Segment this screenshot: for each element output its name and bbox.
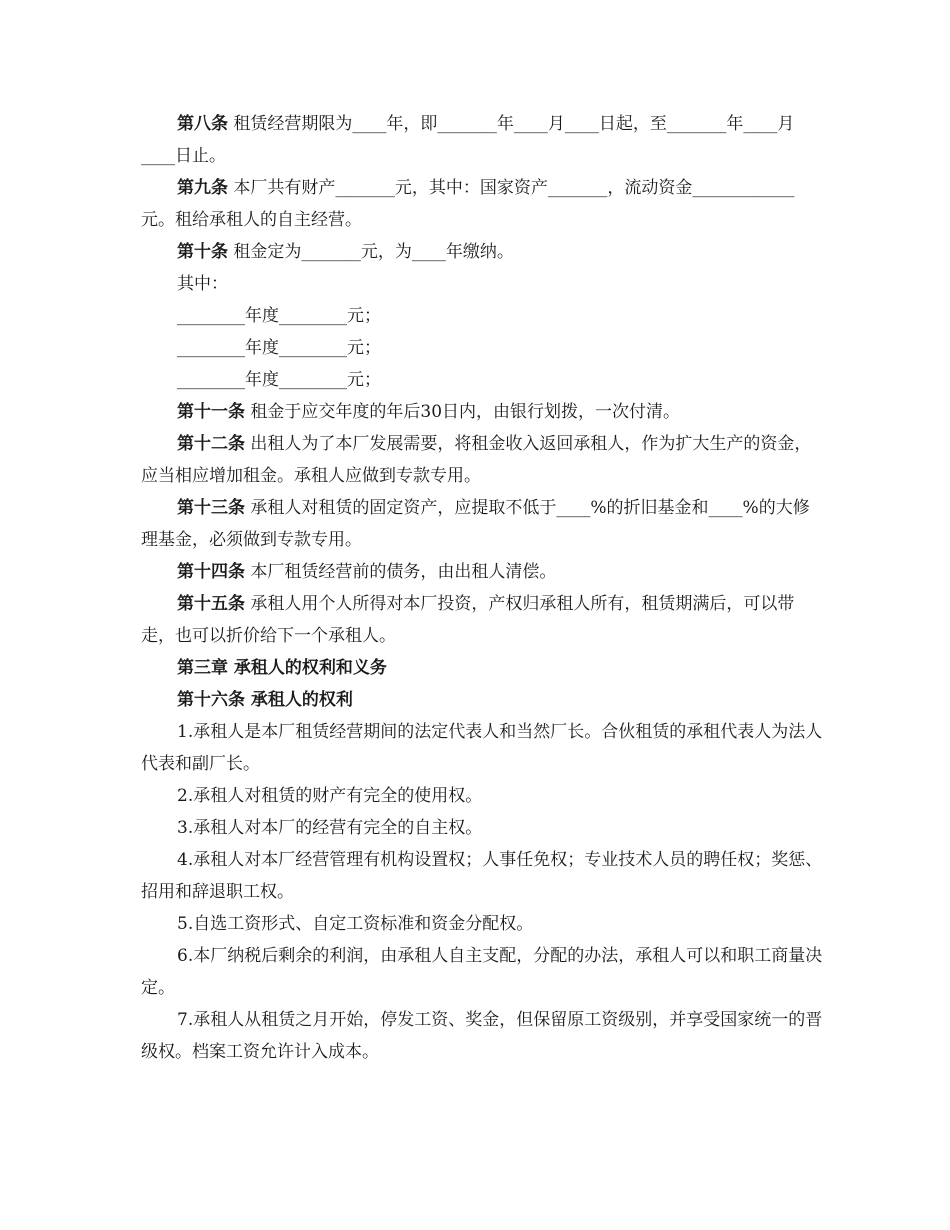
article-10: [141, 236, 823, 268]
rent-year-line-3: ________年度________元；: [177, 370, 381, 390]
right-item-6: 6.本厂纳税后剩余的利润，由承租人自主支配，分配的办法，承租人可以和职工商量决定。: [141, 946, 823, 998]
right-item-7: 7.承租人从租赁之月开始，停发工资、奖金，但保留原工资级别，并享受国家统一的晋级权。档案工资允许计入成本。: [141, 1010, 823, 1062]
article-12: [141, 428, 823, 492]
article-14-heading: 第十四条: [177, 562, 245, 582]
article-10-among: 其中：: [177, 274, 228, 294]
right-item-5: 5.自选工资形式、自定工资标准和资金分配权。: [177, 914, 534, 934]
article-8-text: 租赁经营期限为____年，即_______年____月____日起，至_______年____月____日止。: [141, 114, 795, 166]
article-15-text: 承租人用个人所得对本厂投资，产权归承租人所有，租赁期满后，可以带走，也可以折价给下一个承租人。: [141, 594, 795, 646]
chapter-3-title: 第三章 承租人的权利和义务: [177, 658, 387, 678]
article-11-text: 租金于应交年度的年后30日内，由银行划拨，一次付清。: [245, 402, 681, 422]
article-10-heading: 第十条: [177, 242, 228, 262]
document-body: [141, 108, 823, 1068]
article-12-text: 出租人为了本厂发展需要，将租金收入返回承租人，作为扩大生产的资金，应当相应增加租金。承租人应做到专款专用。: [141, 434, 812, 486]
article-15: [141, 588, 823, 652]
rent-year-line-2: ________年度________元；: [177, 338, 381, 358]
article-13-heading: 第十三条: [177, 498, 245, 518]
rent-year-line-1: ________年度________元；: [177, 306, 381, 326]
article-13: [141, 492, 823, 556]
right-item-3: 3.承租人对本厂的经营有完全的自主权。: [177, 818, 483, 838]
article-14: [141, 556, 823, 588]
article-13-text: 承租人对租赁的固定资产，应提取不低于____%的折旧基金和____%的大修理基金，必须做到专款专用。: [141, 498, 810, 550]
article-8-heading: 第八条: [177, 114, 228, 134]
article-8: [141, 108, 823, 172]
article-15-heading: 第十五条: [177, 594, 245, 614]
article-16-title: 第十六条 承租人的权利: [177, 690, 353, 710]
article-9-text: 本厂共有财产_______元，其中：国家资产_______，流动资金____________元。租给承租人的自主经营。: [141, 178, 795, 230]
article-11-heading: 第十一条: [177, 402, 245, 422]
article-11: [141, 396, 823, 428]
right-item-2: 2.承租人对租赁的财产有完全的使用权。: [177, 786, 483, 806]
right-item-4: 4.承租人对本厂经营管理有机构设置权；人事任免权；专业技术人员的聘任权；奖惩、招用和辞退职工权。: [141, 850, 823, 902]
right-item-1: 1.承租人是本厂租赁经营期间的法定代表人和当然厂长。合伙租赁的承租代表人为法人代表和副厂长。: [141, 722, 823, 774]
article-10-text: 租金定为_______元，为____年缴纳。: [228, 242, 514, 262]
article-9-heading: 第九条: [177, 178, 228, 198]
article-12-heading: 第十二条: [177, 434, 245, 454]
article-14-text: 本厂租赁经营前的债务，由出租人清偿。: [245, 562, 557, 582]
article-9: [141, 172, 823, 236]
